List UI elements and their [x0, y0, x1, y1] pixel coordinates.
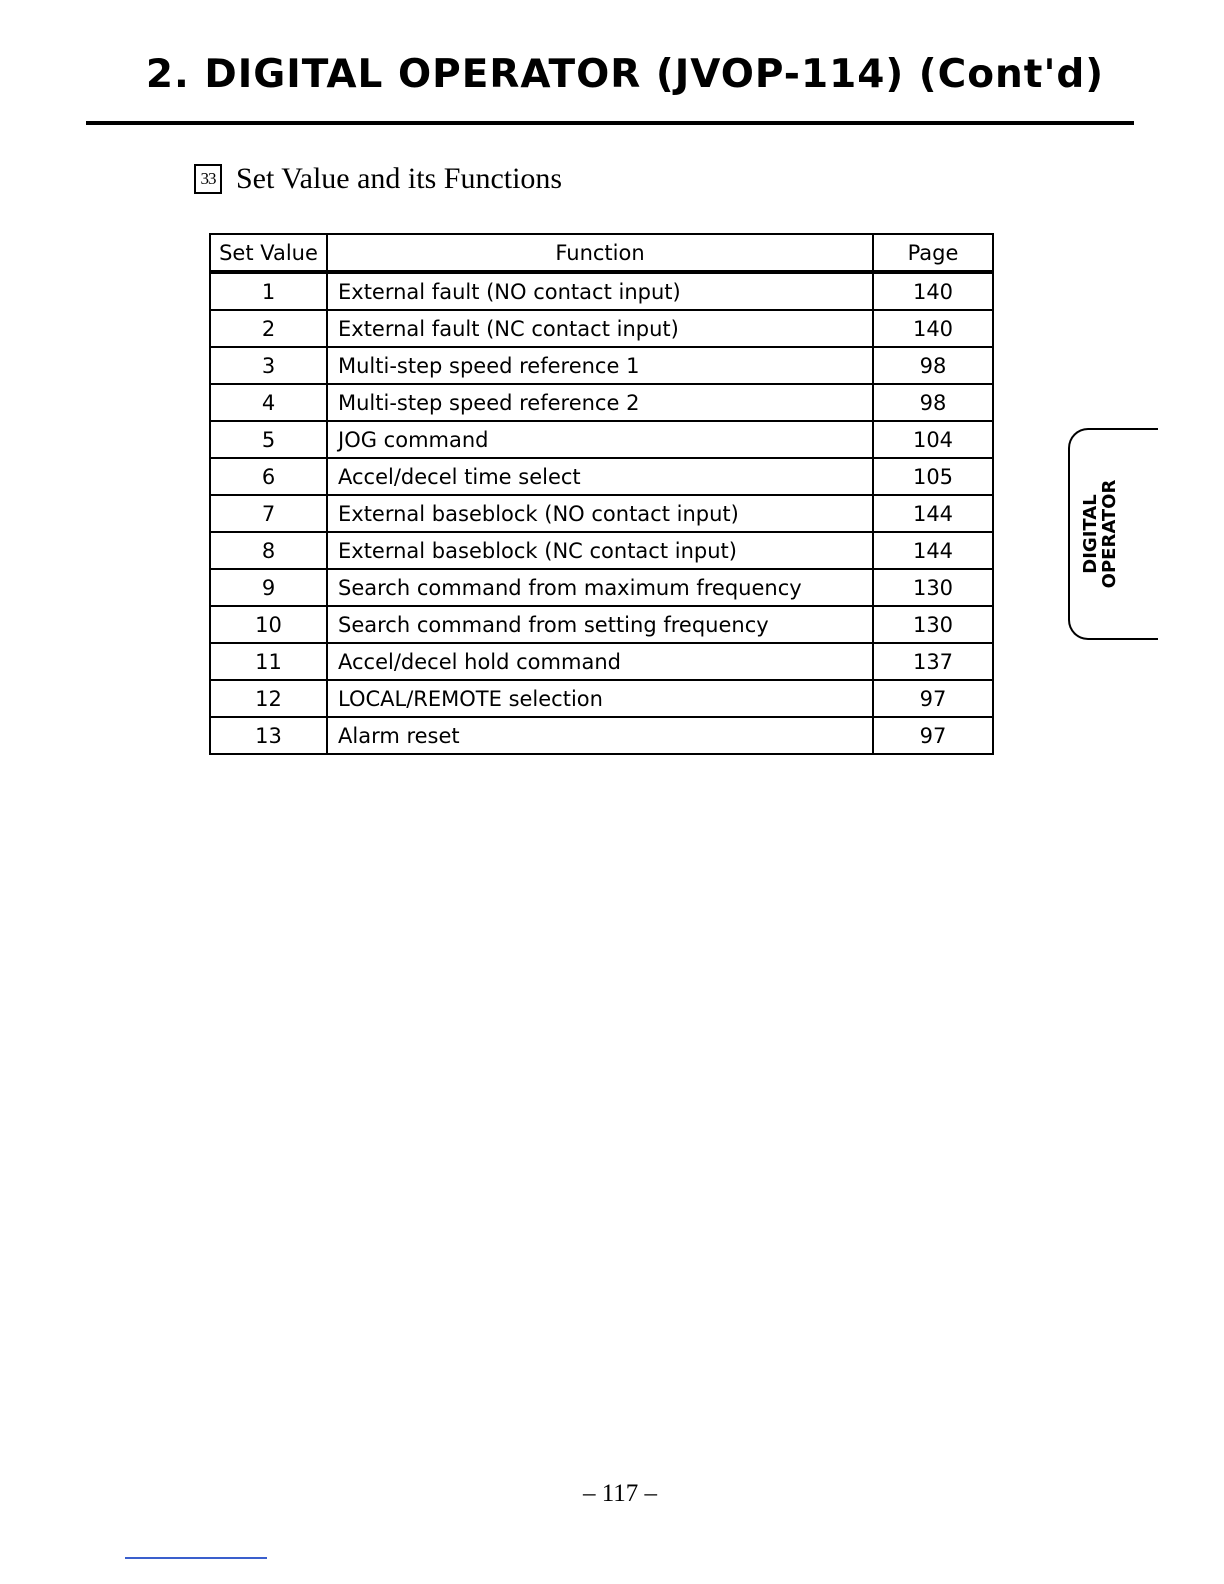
cell-page: 144 — [873, 495, 993, 532]
cell-set-value: 5 — [210, 421, 327, 458]
section-heading — [194, 162, 562, 196]
cell-page: 98 — [873, 384, 993, 421]
cell-function: Search command from setting frequency — [327, 606, 873, 643]
cell-page: 104 — [873, 421, 993, 458]
cell-function: Accel/decel hold command — [327, 643, 873, 680]
side-tab-label — [1081, 480, 1119, 589]
table-row — [210, 310, 993, 347]
column-header-page: Page — [873, 234, 993, 272]
table-row — [210, 495, 993, 532]
chapter-side-tab — [1068, 428, 1158, 640]
cell-set-value: 3 — [210, 347, 327, 384]
table-row — [210, 643, 993, 680]
table-row — [210, 532, 993, 569]
cell-page: 97 — [873, 680, 993, 717]
cell-page: 98 — [873, 347, 993, 384]
cell-set-value: 11 — [210, 643, 327, 680]
cell-set-value: 8 — [210, 532, 327, 569]
cell-page: 137 — [873, 643, 993, 680]
cell-page: 130 — [873, 569, 993, 606]
cell-set-value: 13 — [210, 717, 327, 754]
page-title: 2. DIGITAL OPERATOR (JVOP-114) (Cont'd) — [145, 52, 1105, 97]
side-tab-line-2: OPERATOR — [1099, 479, 1120, 589]
cell-function: Multi-step speed reference 2 — [327, 384, 873, 421]
cell-function: External baseblock (NC contact input) — [327, 532, 873, 569]
table-row — [210, 569, 993, 606]
section-title: Set Value and its Functions — [236, 162, 563, 195]
table-row — [210, 384, 993, 421]
cell-page: 105 — [873, 458, 993, 495]
table-row — [210, 680, 993, 717]
table-row — [210, 717, 993, 754]
cell-set-value: 4 — [210, 384, 327, 421]
cell-function: Alarm reset — [327, 717, 873, 754]
cell-set-value: 10 — [210, 606, 327, 643]
cell-function: Multi-step speed reference 1 — [327, 347, 873, 384]
cell-set-value: 12 — [210, 680, 327, 717]
table-row — [210, 606, 993, 643]
cell-set-value: 9 — [210, 569, 327, 606]
title-divider — [86, 121, 1134, 125]
table-row — [210, 421, 993, 458]
cell-function: LOCAL/REMOTE selection — [327, 680, 873, 717]
cell-page: 140 — [873, 272, 993, 310]
cell-set-value: 7 — [210, 495, 327, 532]
cell-set-value: 2 — [210, 310, 327, 347]
cell-set-value: 6 — [210, 458, 327, 495]
cell-page: 97 — [873, 717, 993, 754]
page-number: – 117 – — [582, 1480, 658, 1507]
cell-function: JOG command — [327, 421, 873, 458]
column-header-set-value: Set Value — [210, 234, 327, 272]
cell-function: External fault (NO contact input) — [327, 272, 873, 310]
table-header-row — [210, 234, 993, 272]
side-tab-line-1: DIGITAL — [1080, 494, 1101, 574]
table-row — [210, 272, 993, 310]
cell-function: External baseblock (NO contact input) — [327, 495, 873, 532]
cell-set-value: 1 — [210, 272, 327, 310]
set-value-table — [209, 233, 994, 755]
cell-page: 144 — [873, 532, 993, 569]
cell-function: Search command from maximum frequency — [327, 569, 873, 606]
table-row — [210, 347, 993, 384]
cell-function: External fault (NC contact input) — [327, 310, 873, 347]
section-number-badge: 33 — [194, 164, 222, 194]
bottom-link-underline — [125, 1557, 267, 1559]
cell-page: 140 — [873, 310, 993, 347]
cell-function: Accel/decel time select — [327, 458, 873, 495]
table-row — [210, 458, 993, 495]
column-header-function: Function — [327, 234, 873, 272]
cell-page: 130 — [873, 606, 993, 643]
